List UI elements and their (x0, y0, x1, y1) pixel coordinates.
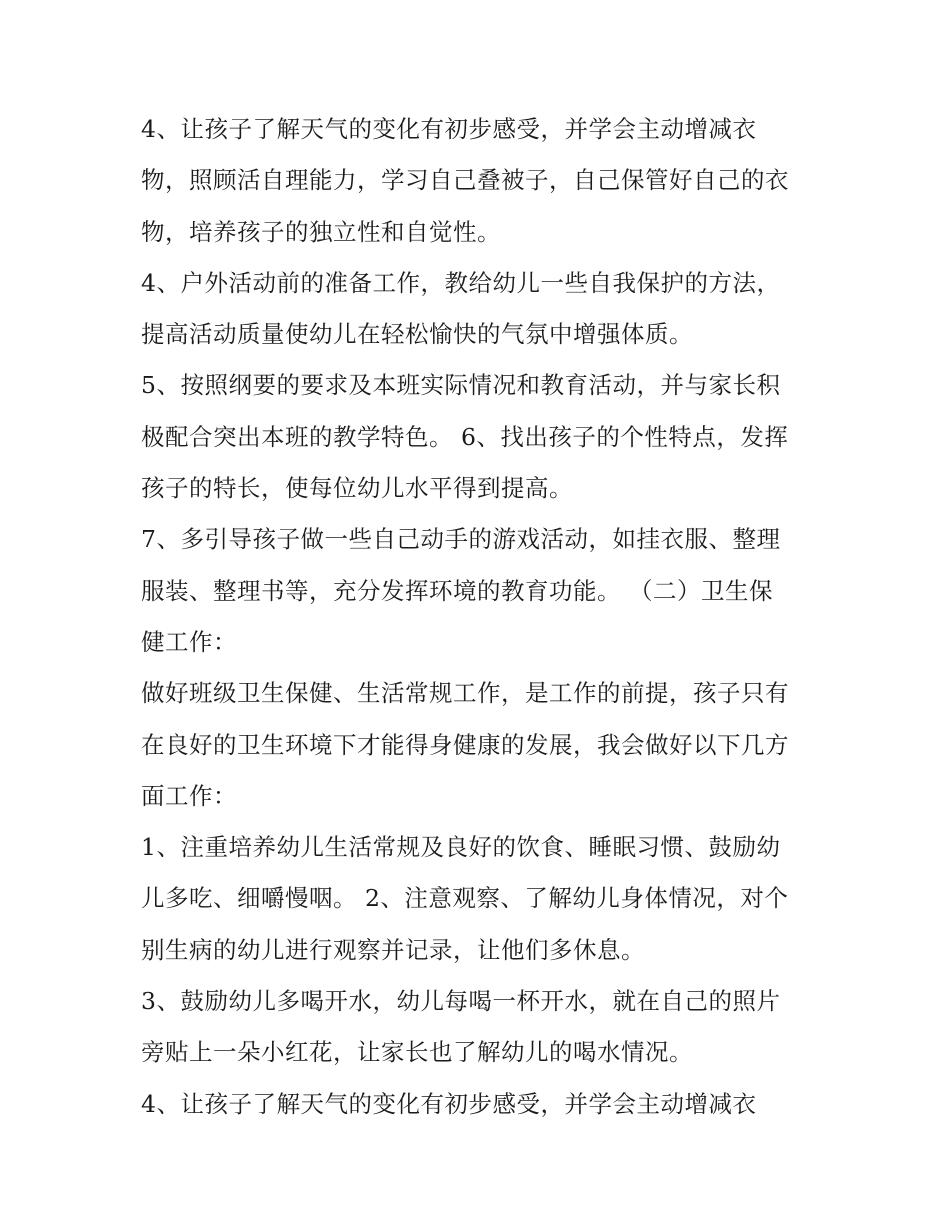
text-line-16: 儿多吃、细嚼慢咽。 2、注意观察、了解幼儿身体情况，对个 (141, 884, 789, 913)
text-line-4: 4、户外活动前的准备工作，教给幼儿一些自我保护的方法， (141, 268, 781, 297)
text-line-14: 面工作： (141, 781, 237, 810)
text-line-3: 物，培养孩子的独立性和自觉性。 (141, 217, 501, 246)
text-line-20: 4、让孩子了解天气的变化有初步感受，并学会主动增减衣 (141, 1089, 757, 1118)
text-line-15: 1、注重培养幼儿生活常规及良好的饮食、睡眠习惯、鼓励幼 (141, 833, 781, 862)
text-line-7: 极配合突出本班的教学特色。 6、找出孩子的个性特点，发挥 (141, 422, 789, 451)
text-line-17: 别生病的幼儿进行观察并记录，让他们多休息。 (141, 935, 645, 964)
text-line-8: 孩子的特长，使每位幼儿水平得到提高。 (141, 474, 573, 503)
text-line-6: 5、按照纲要的要求及本班实际情况和教育活动，并与家长积 (141, 371, 781, 400)
text-line-9: 7、多引导孩子做一些自己动手的游戏活动，如挂衣服、整理 (141, 525, 781, 554)
text-line-12: 做好班级卫生保健、生活常规工作，是工作的前提，孩子只有 (141, 679, 789, 708)
text-line-5: 提高活动质量使幼儿在轻松愉快的气氛中增强体质。 (141, 320, 693, 349)
text-line-2: 物，照顾活自理能力，学习自己叠被子，自己保管好自己的衣 (141, 166, 789, 195)
text-line-1: 4、让孩子了解天气的变化有初步感受，并学会主动增减衣 (141, 115, 757, 143)
text-line-13: 在良好的卫生环境下才能得身健康的发展，我会做好以下几方 (141, 730, 789, 759)
text-line-19: 旁贴上一朵小红花，让家长也了解幼儿的喝水情况。 (141, 1038, 693, 1067)
text-line-18: 3、鼓励幼儿多喝开水，幼儿每喝一杯开水，就在自己的照片 (141, 987, 781, 1016)
text-line-11: 健工作： (141, 627, 237, 656)
text-line-10: 服装、整理书等，充分发挥环境的教育功能。 （二）卫生保 (141, 576, 773, 605)
document-body (141, 104, 821, 1130)
